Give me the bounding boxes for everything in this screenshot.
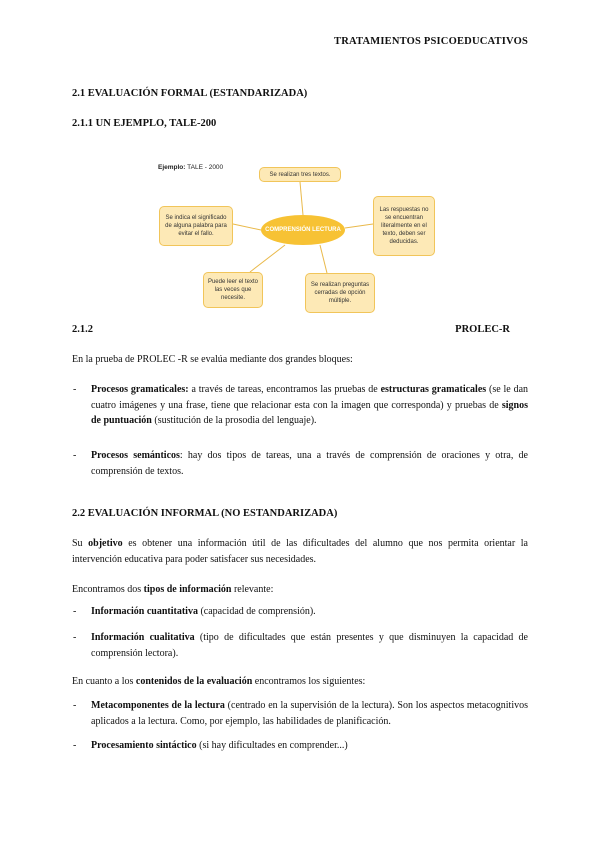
contenidos-paragraph: En cuanto a los contenidos de la evaluación encontramos los siguientes:	[72, 676, 366, 687]
diagram-example-label: Ejemplo: TALE - 2000	[158, 164, 224, 171]
node-right: Las respuestas no se encuentran literalmente en el texto, deben ser deducidas.	[373, 196, 435, 256]
section-heading-prolec: PROLEC-R	[455, 324, 510, 335]
bullet-info-cuantitativa: - Información cuantitativa (capacidad de comprensión).	[73, 606, 316, 617]
tipos-paragraph: Encontramos dos tipos de información relevante:	[72, 584, 274, 595]
connector-right	[345, 224, 373, 228]
tale-concept-diagram	[155, 160, 429, 320]
bullet-info-cualitativa: - Información cualitativa (tipo de dificultades que están presentes y que disminuyen la capacidad de comprensión lectora).	[73, 632, 528, 659]
node-bottom-left: Puede leer el texto las veces que necesite.	[203, 272, 263, 308]
node-bottom-right: Se realizan preguntas cerradas de opción múltiple.	[305, 273, 375, 313]
connector-top	[300, 182, 303, 215]
section-heading-2-1: 2.1 EVALUACIÓN FORMAL (ESTANDARIZADA)	[72, 88, 308, 99]
section-heading-2-2: 2.2 EVALUACIÓN INFORMAL (NO ESTANDARIZADA)	[72, 508, 338, 519]
node-top: Se realizan tres textos.	[259, 167, 341, 182]
connector-bottom-left	[250, 245, 285, 272]
prolec-intro: En la prueba de PROLEC -R se evalúa mediante dos grandes bloques:	[72, 354, 353, 365]
node-center: COMPRENSIÓN LECTURA	[261, 215, 345, 245]
section-number-2-1-2: 2.1.2	[72, 324, 93, 335]
connector-bottom-right	[320, 245, 327, 273]
connector-left	[233, 224, 261, 230]
section-heading-2-1-1: 2.1.1 UN EJEMPLO, TALE-200	[72, 118, 217, 129]
bullet-metacomponentes: - Metacomponentes de la lectura (centrado en la supervisión de la lectura). Son los aspectos metacognitivos aplicados a la lectura. Como, por ejemplo, las habilidades de planificación.	[73, 700, 528, 727]
bullet-procesos-semanticos: - Procesos semánticos: hay dos tipos de tareas, una a través de comprensión de oraciones y otra, de comprensión de textos.	[73, 450, 528, 477]
page-header: TRATAMIENTOS PSICOEDUCATIVOS	[334, 36, 528, 47]
bullet-procesamiento-sintactico: - Procesamiento sintáctico (si hay dificultades en comprender...)	[73, 740, 348, 751]
bullet-procesos-gramaticales: - Procesos gramaticales: a través de tareas, encontramos las pruebas de estructuras gramaticales (se le dan cuatro imágenes y una frase, tiene que relacionar esta con la imagen que corresponda) y pruebas de signos de puntuación (sustitución de la prosodia del lenguaje).	[73, 384, 529, 426]
node-left: Se indica el significado de alguna palabra para evitar el fallo.	[159, 206, 233, 246]
objetivo-paragraph: Su objetivo es obtener una información útil de las dificultades del alumno que nos permita orientar la intervención educativa para poder satisfacer sus necesidades.	[72, 538, 528, 565]
